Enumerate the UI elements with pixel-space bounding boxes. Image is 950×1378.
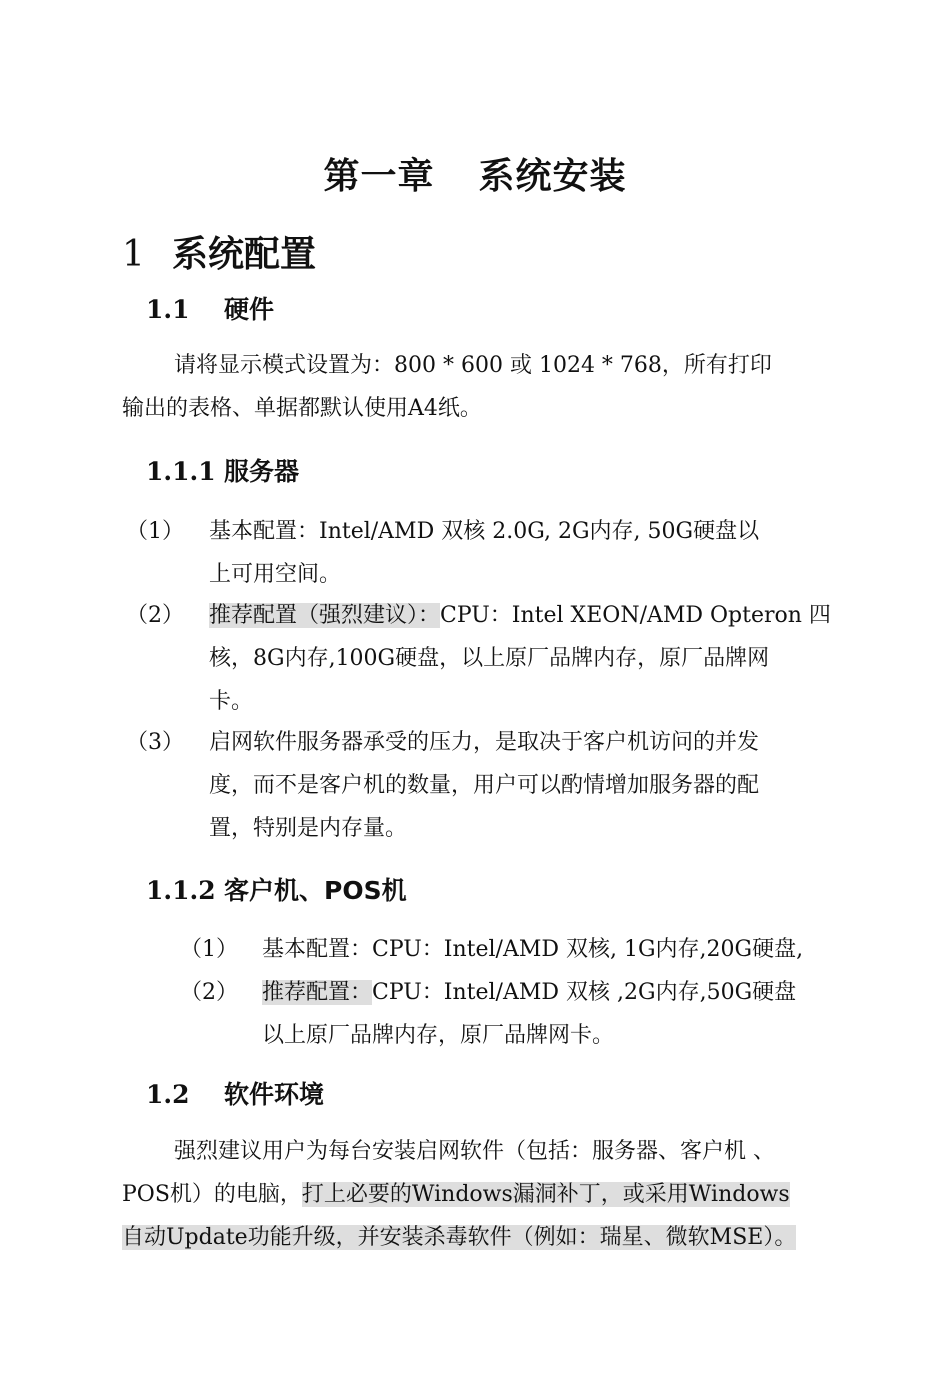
list-item-line: 度，而不是客户机的数量，用户可以酌情增加服务器的配 xyxy=(209,773,760,798)
section-title: 系统配置 xyxy=(172,234,317,275)
section-title: 软件环境 xyxy=(224,1080,325,1109)
list-item xyxy=(180,971,860,1057)
list-item xyxy=(126,594,846,723)
section-number: 1.2 xyxy=(146,1080,190,1109)
section-heading-1-2 xyxy=(146,1075,324,1111)
paragraph-line: 强烈建议用户为每台安装启网软件（包括：服务器、客户机 、 xyxy=(174,1139,775,1164)
section-heading-1-1 xyxy=(146,290,274,326)
chapter-name: 系统安装 xyxy=(478,156,627,197)
list-item-text: CPU：Intel XEON/AMD Opteron 四 xyxy=(440,603,831,628)
list-item-line: 基本配置：CPU：Intel/AMD 双核, 1G内存,20G硬盘, xyxy=(262,937,804,962)
list-item-line: 以上原厂品牌内存，原厂品牌网卡。 xyxy=(262,1023,615,1048)
section-heading-1-1-1 xyxy=(146,452,299,488)
paragraph-line: 请将显示模式设置为：800 * 600 或 1024 * 768，所有打印 xyxy=(174,353,772,378)
section-number: 1.1.2 xyxy=(146,876,216,905)
list-item xyxy=(180,928,860,971)
list-marker: （3） xyxy=(126,730,184,755)
list-marker: （2） xyxy=(126,603,184,628)
list-item-line: 核，8G内存,100G硬盘，以上原厂品牌内存，原厂品牌网 xyxy=(209,646,770,671)
paragraph-text: POS机）的电脑， xyxy=(122,1182,302,1207)
section-title: 服务器 xyxy=(224,457,300,486)
section-title: 客户机、POS机 xyxy=(224,876,407,905)
section-number: 1 xyxy=(122,234,145,275)
list-marker: （1） xyxy=(126,519,184,544)
list-item-line: 启网软件服务器承受的压力，是取决于客户机访问的并发 xyxy=(209,730,760,755)
paragraph-line: 输出的表格、单据都默认使用A4纸。 xyxy=(122,396,482,421)
highlighted-text: 打上必要的Windows漏洞补丁，或采用Windows xyxy=(301,1182,790,1207)
highlighted-text: 推荐配置（强烈建议）： xyxy=(209,603,441,628)
list-item-text: CPU：Intel/AMD 双核 ,2G内存,50G硬盘 xyxy=(372,980,797,1005)
highlighted-text: 自动Update功能升级，并安装杀毒软件（例如：瑞星、微软MSE）。 xyxy=(122,1225,797,1250)
section-title: 硬件 xyxy=(224,295,275,324)
list-item-line: 置，特别是内存量。 xyxy=(209,816,408,841)
list-item xyxy=(126,510,846,596)
chapter-title xyxy=(0,148,950,199)
software-paragraph xyxy=(122,1130,862,1259)
section-number: 1.1 xyxy=(146,295,190,324)
list-item-line: 基本配置：Intel/AMD 双核 2.0G, 2G内存, 50G硬盘以 xyxy=(209,519,760,544)
section-number: 1.1.1 xyxy=(146,457,216,486)
highlighted-text: 推荐配置： xyxy=(262,980,373,1005)
list-item-line: 上可用空间。 xyxy=(209,562,342,587)
section-heading-1-1-2 xyxy=(146,871,407,907)
list-item xyxy=(126,721,846,850)
list-marker: （1） xyxy=(180,937,238,962)
list-marker: （2） xyxy=(180,980,238,1005)
list-item-line: 卡。 xyxy=(209,689,254,714)
section-heading-1 xyxy=(122,226,316,277)
chapter-label: 第一章 xyxy=(323,156,435,197)
hardware-intro-paragraph xyxy=(122,344,842,430)
